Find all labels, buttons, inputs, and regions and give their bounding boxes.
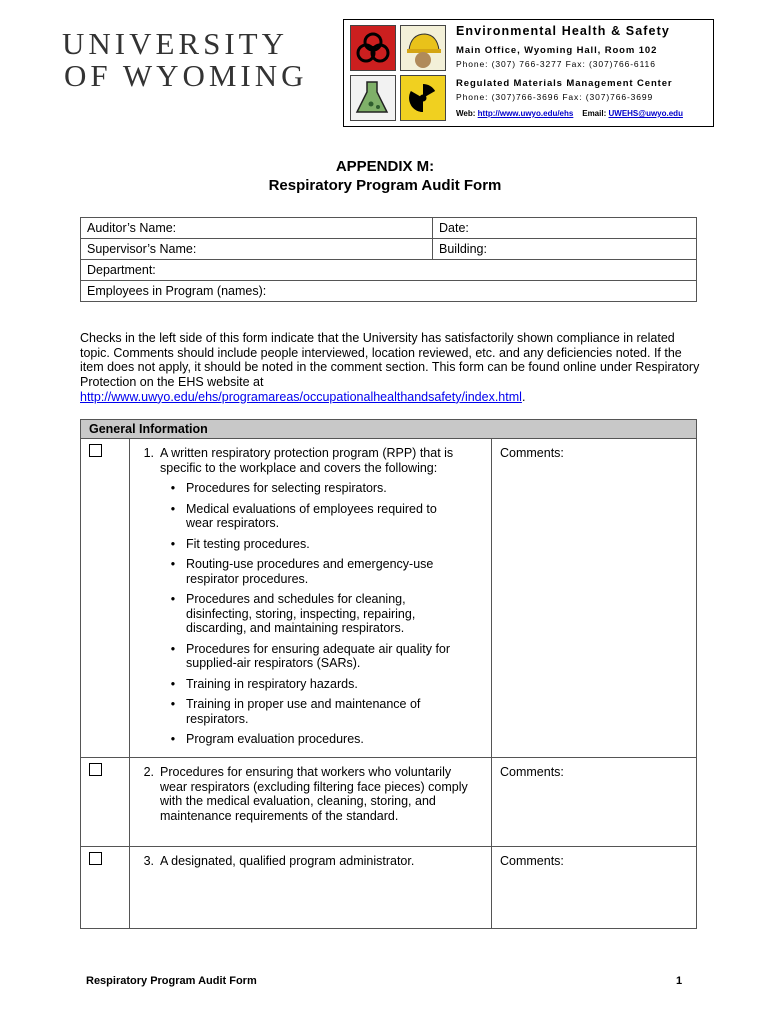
item-1-checkbox[interactable] — [89, 444, 102, 457]
table-row — [81, 758, 697, 847]
building-field[interactable]: Building: — [433, 239, 697, 260]
item-number: 3. — [143, 854, 154, 868]
radiation-icon — [400, 75, 446, 121]
item-1 — [130, 446, 491, 475]
item-3 — [130, 854, 491, 869]
web-link[interactable]: http://www.uwyo.edu/ehs — [477, 109, 574, 118]
bullet-text: Medical evaluations of employees required to wear respirators. — [186, 501, 437, 530]
rmmc-name: Regulated Materials Management Center — [456, 78, 673, 89]
table-row — [81, 847, 697, 929]
department-field[interactable]: Department: — [81, 260, 697, 281]
auditor-name-field[interactable]: Auditor’s Name: — [81, 218, 433, 239]
item-2-comments[interactable]: Comments: — [492, 758, 697, 847]
bullet-text: Program evaluation procedures. — [186, 732, 364, 746]
contact-info — [456, 24, 706, 118]
bullet-text: Routing-use procedures and emergency-use respirator procedures. — [186, 557, 434, 586]
bullet-text: Training in proper use and maintenance of respirators. — [186, 697, 421, 726]
bullet-text: Fit testing procedures. — [186, 536, 310, 551]
section-heading: General Information — [81, 420, 697, 439]
list-item: • Procedures for ensuring adequate air quality for supplied-air respirators (SARs). — [130, 642, 491, 671]
supervisor-name-field[interactable]: Supervisor’s Name: — [81, 239, 433, 260]
list-item: • Procedures for selecting respirators. — [130, 481, 491, 496]
item-2 — [130, 765, 491, 823]
university-logo-line2: OF WYOMING — [64, 58, 308, 93]
bullet-text: Training in respiratory hazards. — [186, 676, 358, 691]
item-text: A designated, qualified program administrator. — [160, 854, 415, 868]
date-field[interactable]: Date: — [433, 218, 697, 239]
title-line2: Respiratory Program Audit Form — [268, 177, 502, 194]
rmmc-phone: Phone: (307)766-3696 Fax: (307)766-3699 — [456, 92, 654, 102]
item-1-comments[interactable]: Comments: — [492, 439, 697, 758]
web-label: Web: — [456, 109, 476, 118]
university-logo-line1: UNIVERSITY — [62, 26, 288, 61]
list-item: • Training in proper use and maintenance of respirators. — [130, 697, 491, 726]
bullet-text: Procedures for selecting respirators. — [186, 481, 387, 495]
dept-name: Environmental Health & Safety — [456, 24, 670, 38]
list-item: • Training in respiratory hazards. — [130, 677, 491, 692]
page-title — [0, 157, 770, 195]
web-email-line — [456, 109, 706, 118]
item-text: Procedures for ensuring that workers who voluntarily wear respirators (excluding filtering face pieces) comply with the medical evaluation, cleaning, storing, and maintenance requirements of the standard. — [160, 765, 468, 823]
item-text: A written respiratory protection program (RPP) that is specific to the workplace and covers the following: — [160, 446, 454, 475]
item-number: 2. — [143, 765, 154, 779]
list-item: • Program evaluation procedures. — [130, 732, 491, 747]
checkbox-cell — [81, 439, 130, 758]
main-office: Main Office, Wyoming Hall, Room 102 — [456, 45, 658, 56]
checkbox-cell — [81, 847, 130, 929]
footer-title: Respiratory Program Audit Form — [86, 975, 257, 987]
bullet-text: Procedures for ensuring adequate air quality for supplied-air respirators (SARs). — [186, 641, 451, 670]
email-link[interactable]: UWEHS@uwyo.edu — [608, 109, 683, 118]
page-number: 1 — [676, 975, 683, 987]
title-line1: APPENDIX M: — [335, 158, 435, 175]
email-label: Email: — [582, 109, 607, 118]
lab-flask-icon — [350, 75, 396, 121]
checkbox-cell — [81, 758, 130, 847]
biohazard-icon — [350, 25, 396, 71]
list-item: • Procedures and schedules for cleaning, disinfecting, storing, inspecting, repairing, discarding, and maintaining respirators. — [130, 592, 491, 636]
item-3-comments[interactable]: Comments: — [492, 847, 697, 929]
instructions — [80, 331, 705, 405]
list-item: • Fit testing procedures. — [130, 537, 491, 552]
item-cell — [130, 758, 492, 847]
hardhat-worker-icon — [400, 25, 446, 71]
university-logo — [62, 28, 308, 92]
audit-table — [80, 419, 697, 929]
main-office-phone: Phone: (307) 766-3277 Fax: (307)766-6116 — [456, 59, 656, 69]
item-3-checkbox[interactable] — [89, 852, 102, 865]
instructions-end: . — [521, 389, 526, 404]
item-number: 1. — [143, 446, 154, 460]
table-row — [81, 439, 697, 758]
item-cell — [130, 847, 492, 929]
list-item: • Routing-use procedures and emergency-use respirator procedures. — [130, 557, 491, 586]
ehs-website-link[interactable]: http://www.uwyo.edu/ehs/programareas/occupationalhealthandsafety/index.html — [80, 389, 522, 404]
item-cell — [130, 439, 492, 758]
bullet-text: Procedures and schedules for cleaning, disinfecting, storing, inspecting, repairing, discarding, and maintaining respirators. — [186, 592, 416, 635]
item-2-checkbox[interactable] — [89, 763, 102, 776]
list-item: • Medical evaluations of employees required to wear respirators. — [130, 502, 491, 531]
instructions-text: Checks in the left side of this form indicate that the University has satisfactorily shown compliance in related topic. Comments should include people interviewed, location reviewed, etc. and any deficiencies noted. If the item does not apply, it should be noted in the comment section. This form can be found online under Respiratory Protection on the EHS website at — [80, 331, 700, 390]
audit-info-table — [80, 217, 697, 302]
employees-field[interactable]: Employees in Program (names): — [81, 281, 697, 302]
